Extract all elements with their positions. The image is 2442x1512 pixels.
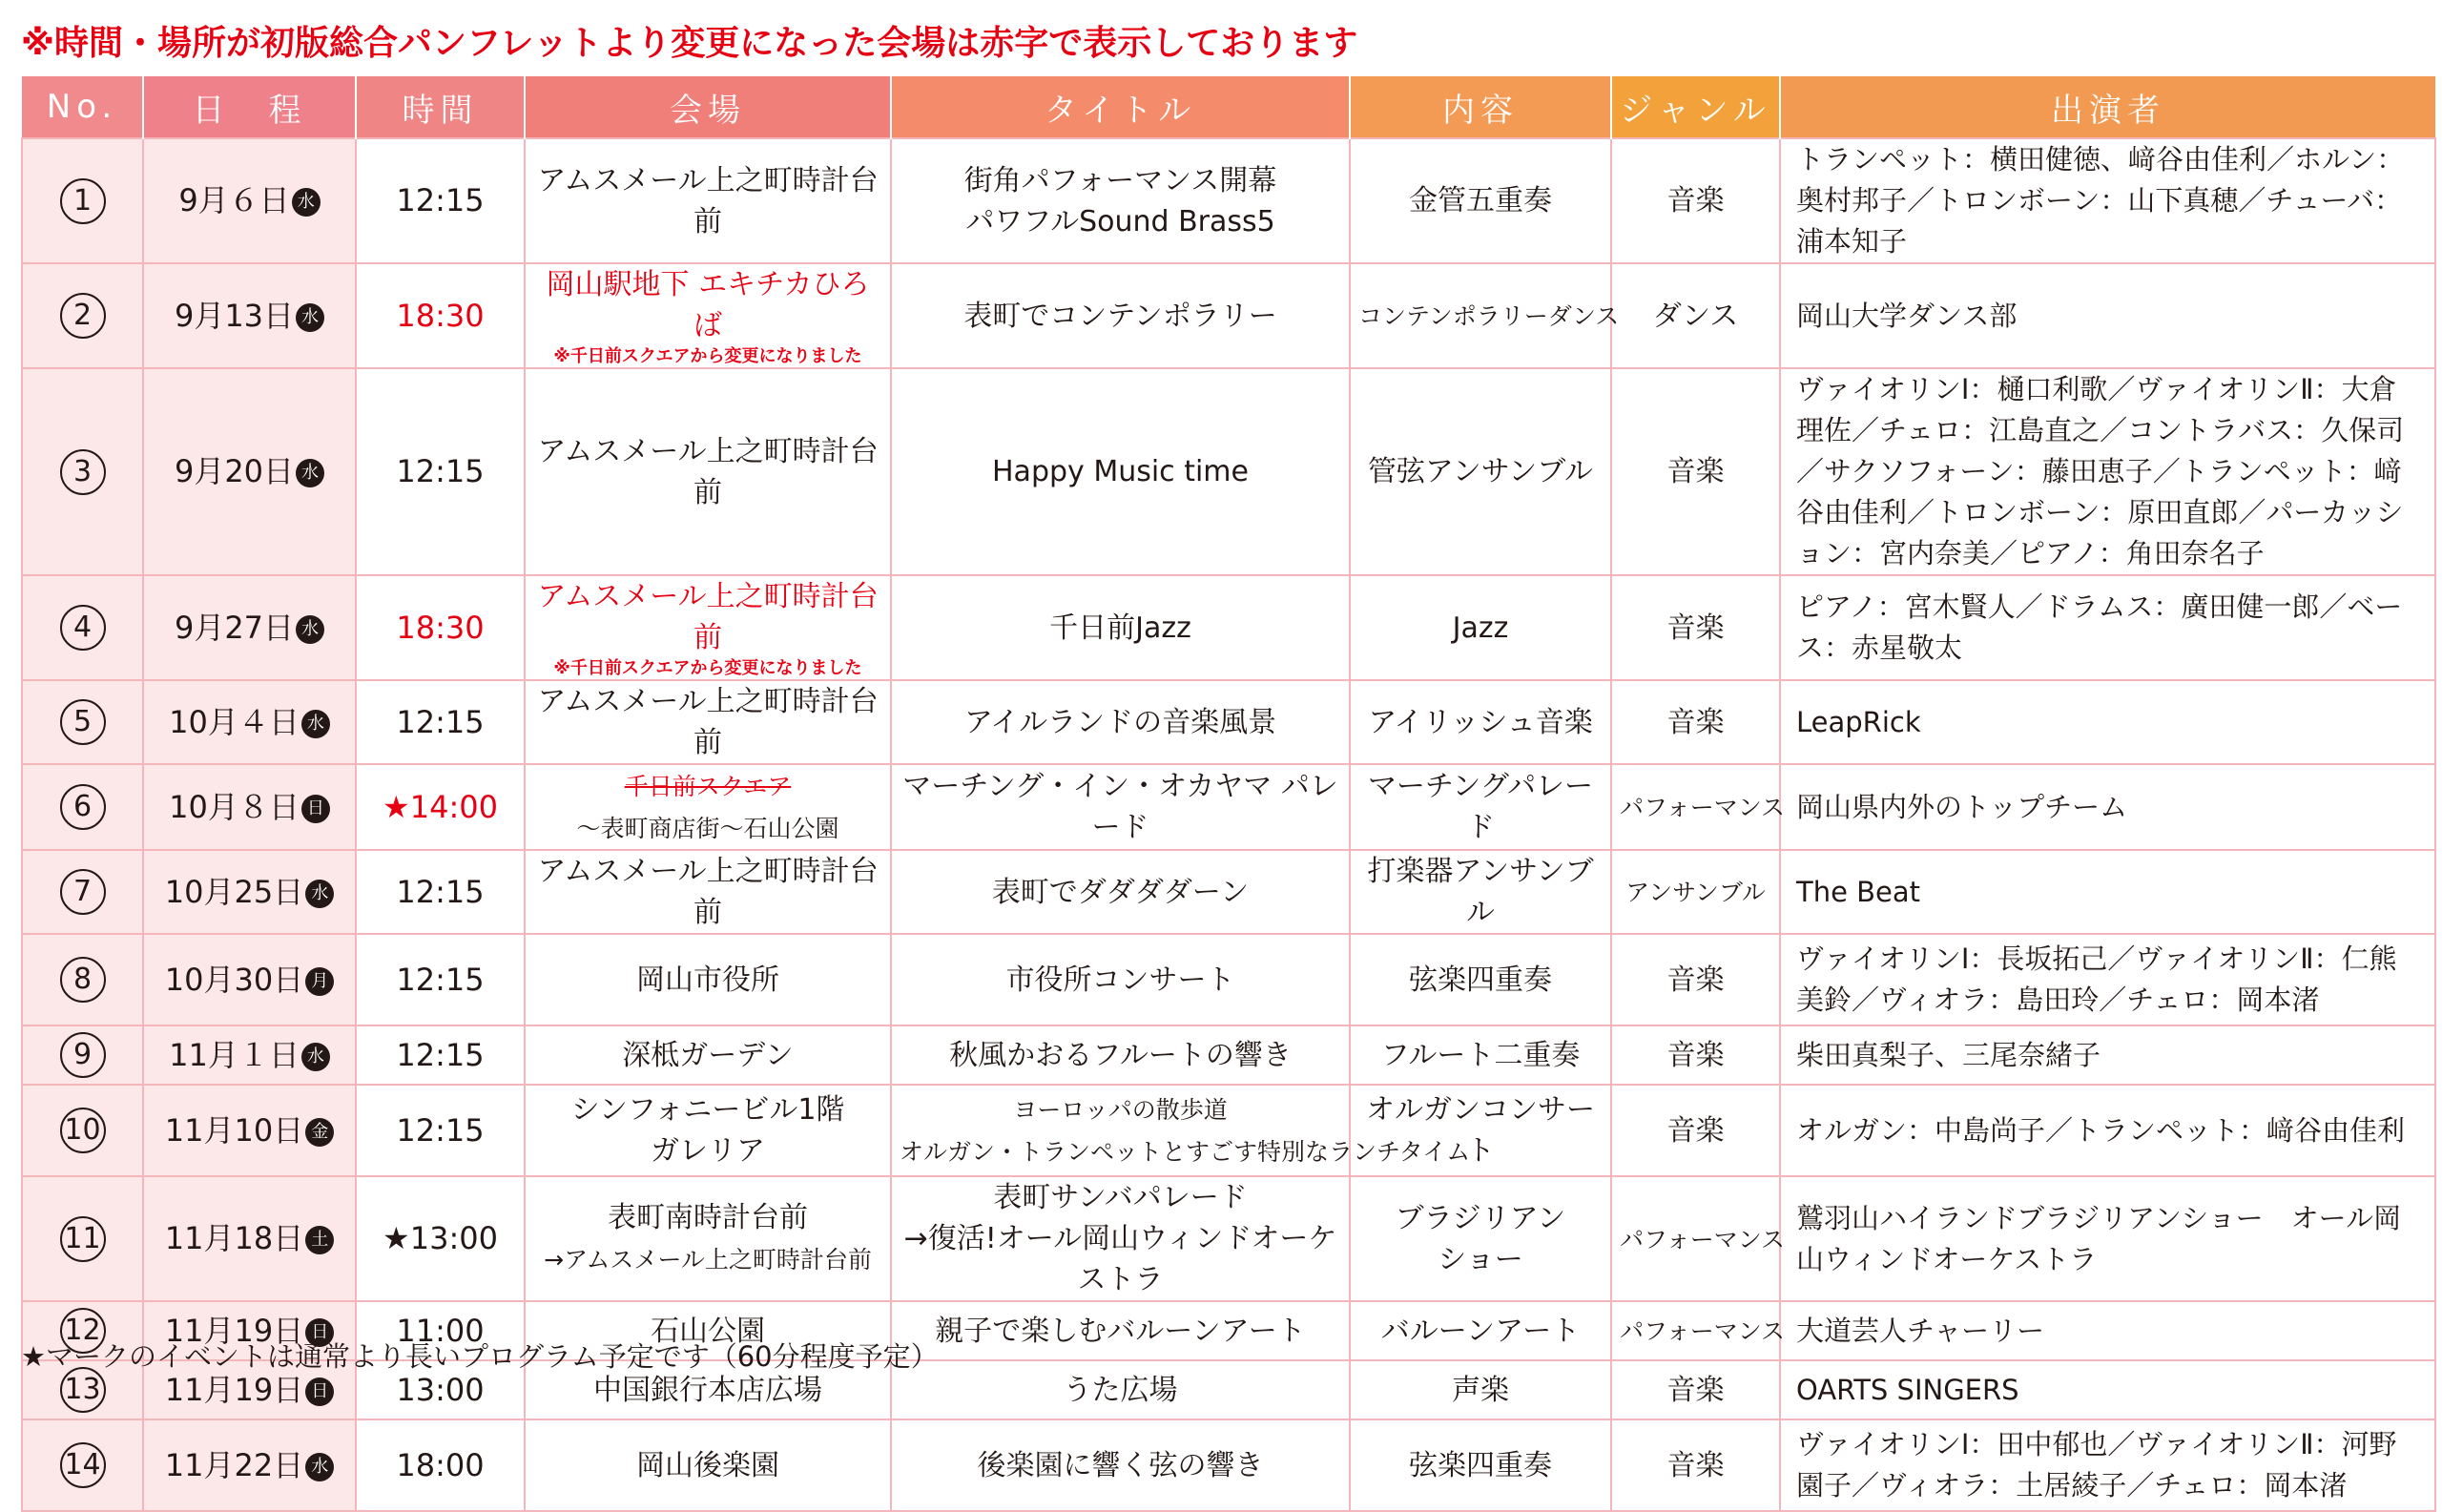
title-cell xyxy=(891,138,1350,263)
performers: トランペット：横田健徳、﨑谷由佳利／ホルン：奥村邦子／トロンボーン：山下真穂／チューバ：浦本知子 xyxy=(1796,143,2405,258)
venue-cell xyxy=(525,1176,891,1301)
content-type: 声楽 xyxy=(1452,1373,1509,1407)
table-row xyxy=(22,1176,2435,1301)
table-row xyxy=(22,575,2435,680)
day-of-week-badge: 水 xyxy=(301,710,330,738)
genre-cell xyxy=(1611,680,1780,764)
performers: オルガン：中島尚子／トランペット：﨑谷由佳利 xyxy=(1796,1113,2406,1147)
table-row xyxy=(22,1419,2435,1511)
venue-cell xyxy=(525,850,891,934)
day-of-week-badge: 水 xyxy=(296,615,324,644)
event-date: 11月18日 xyxy=(164,1220,304,1256)
venue-cell xyxy=(525,368,891,575)
row-number-cell xyxy=(22,850,143,934)
content-type: 弦楽四重奏 xyxy=(1409,963,1552,997)
date-cell xyxy=(143,850,356,934)
row-number: 6 xyxy=(60,784,106,830)
event-date: 11月19日 xyxy=(164,1371,304,1408)
event-time: 11:00 xyxy=(396,1312,485,1349)
genre: 音楽 xyxy=(1666,184,1725,217)
performers: ヴァイオリンⅠ：樋口利歌／ヴァイオリンⅡ：大倉理佐／チェロ：江島直之／コントラバス：久保司／サクソフォーン：藤田恵子／トランペット：﨑谷由佳利／トロンボーン：原田直郎／パーカッション：宮内奈美／ピアノ：角田奈名子 xyxy=(1796,373,2405,570)
header-genre: ジャンル xyxy=(1611,76,1780,138)
content-cell xyxy=(1350,934,1611,1025)
content-cell xyxy=(1350,1176,1611,1301)
venue-cell xyxy=(525,1025,891,1085)
venue-name: アムスメール上之町時計台前 xyxy=(537,685,879,759)
performers: ピアノ：宮木賢人／ドラムス：廣田健一郎／ベース：赤星敬太 xyxy=(1796,590,2403,664)
schedule-table xyxy=(21,76,2436,1512)
row-number-cell xyxy=(22,934,143,1025)
event-date: 9月６日 xyxy=(178,182,290,218)
title-cell xyxy=(891,1419,1350,1511)
title-line: ヨーロッパの散歩道 xyxy=(1013,1096,1228,1124)
time-cell xyxy=(356,764,525,850)
change-notice: ※時間・場所が初版総合パンフレットより変更になった会場は赤字で表示しております xyxy=(21,24,1358,63)
table-row xyxy=(22,138,2435,263)
venue-cell xyxy=(525,138,891,263)
header-venue: 会場 xyxy=(525,76,891,138)
title-line: オルガン・トランペットとすごす特別なランチタイム xyxy=(900,1138,1471,1166)
date-cell xyxy=(143,263,356,368)
row-number: 11 xyxy=(60,1216,106,1262)
genre: アンサンブル xyxy=(1625,879,1766,906)
header-content: 内容 xyxy=(1350,76,1611,138)
performers: OARTS SINGERS xyxy=(1796,1373,2019,1406)
genre-cell xyxy=(1611,1176,1786,1301)
content-type: バルーンアート xyxy=(1380,1314,1581,1348)
schedule-body xyxy=(22,138,2435,1511)
time-cell xyxy=(356,263,525,368)
content-cell xyxy=(1350,850,1611,934)
content-cell xyxy=(1350,1025,1611,1085)
venue-cell xyxy=(525,575,891,680)
venue-cell xyxy=(525,680,891,764)
venue-cell xyxy=(525,934,891,1025)
content-cell xyxy=(1350,1419,1611,1511)
title-line: Happy Music time xyxy=(992,455,1249,488)
date-cell xyxy=(143,1025,356,1085)
title-line: うた広場 xyxy=(1063,1373,1178,1407)
venue-line: ガレリア xyxy=(651,1134,765,1168)
performers: 大道芸人チャーリー xyxy=(1796,1314,2045,1347)
title-line: 親子で楽しむバルーンアート xyxy=(935,1314,1306,1348)
date-cell xyxy=(143,1419,356,1511)
content-line: ショー xyxy=(1438,1242,1523,1276)
genre: 音楽 xyxy=(1666,611,1725,645)
table-row xyxy=(22,680,2435,764)
content-cell xyxy=(1350,138,1611,263)
title-line: 表町でダダダダーン xyxy=(991,875,1250,909)
event-time: 12:15 xyxy=(396,182,485,218)
venue-line: シンフォニービル1階 xyxy=(570,1093,845,1127)
row-number: 13 xyxy=(60,1367,106,1413)
genre-cell xyxy=(1611,368,1780,575)
content-cell xyxy=(1350,1301,1611,1360)
event-time: 18:30 xyxy=(396,609,485,646)
performer-cell xyxy=(1780,764,2435,850)
time-cell xyxy=(356,1419,525,1511)
content-type: Jazz xyxy=(1452,611,1509,645)
table-row xyxy=(22,934,2435,1025)
event-time: 18:30 xyxy=(396,297,485,334)
performer-cell xyxy=(1780,1301,2435,1360)
venue-name: ～表町商店街～石山公園 xyxy=(576,815,839,842)
genre-cell xyxy=(1611,1360,1780,1419)
event-date: 9月27日 xyxy=(174,609,295,646)
table-row xyxy=(22,764,2435,850)
venue-line: →アムスメール上之町時計台前 xyxy=(544,1246,872,1274)
row-number: 14 xyxy=(60,1442,106,1488)
venue-name: 中国銀行本店広場 xyxy=(593,1373,822,1407)
venue-line: 表町南時計台前 xyxy=(608,1201,808,1234)
content-type: コンテンポラリーダンス xyxy=(1358,302,1620,330)
event-date: 11月19日 xyxy=(164,1312,304,1349)
performer-cell xyxy=(1780,138,2435,263)
table-row xyxy=(22,1025,2435,1085)
time-cell xyxy=(356,1085,525,1176)
event-time: ★13:00 xyxy=(383,1220,498,1256)
event-time: ★14:00 xyxy=(383,788,498,825)
title-line: →復活!オール岡山ウィンドオーケストラ xyxy=(903,1222,1337,1296)
venue-name: アムスメール上之町時計台前 xyxy=(537,580,879,654)
title-line: 市役所コンサート xyxy=(1005,963,1235,997)
content-type: オルガンコンサート xyxy=(1366,1093,1595,1168)
date-cell xyxy=(143,1085,356,1176)
day-of-week-badge: 水 xyxy=(296,459,324,487)
genre-cell xyxy=(1611,263,1780,368)
event-date: 10月４日 xyxy=(169,703,300,740)
event-time: 12:15 xyxy=(396,1111,485,1149)
content-type: アイリッシュ音楽 xyxy=(1368,705,1593,739)
time-cell xyxy=(356,1025,525,1085)
table-row xyxy=(22,368,2435,575)
content-cell xyxy=(1350,263,1620,368)
time-cell xyxy=(356,850,525,934)
row-number-cell xyxy=(22,1085,143,1176)
date-cell xyxy=(143,1176,356,1301)
row-number: 4 xyxy=(60,605,106,651)
row-number-cell xyxy=(22,764,143,850)
day-of-week-badge: 土 xyxy=(305,1226,334,1254)
content-type: 金管五重奏 xyxy=(1409,184,1552,217)
header-row xyxy=(22,76,2435,138)
time-cell xyxy=(356,680,525,764)
row-number: 2 xyxy=(60,293,106,339)
event-date: 9月20日 xyxy=(174,453,295,489)
title-line: アイルランドの音楽風景 xyxy=(963,705,1277,739)
venue-cell xyxy=(525,1419,891,1511)
performers: LeapRick xyxy=(1796,705,1921,738)
venue-name: 深柢ガーデン xyxy=(622,1038,794,1072)
row-number-cell xyxy=(22,1419,143,1511)
day-of-week-badge: 水 xyxy=(305,880,334,908)
time-cell xyxy=(356,1176,525,1301)
performer-cell xyxy=(1780,1419,2435,1511)
event-date: 10月30日 xyxy=(164,961,304,998)
performer-cell xyxy=(1780,934,2435,1025)
genre: 音楽 xyxy=(1666,1113,1725,1148)
row-number-cell xyxy=(22,263,143,368)
content-cell xyxy=(1350,1360,1611,1419)
title-cell xyxy=(891,1301,1350,1360)
header-time: 時間 xyxy=(356,76,525,138)
event-date: 10月８日 xyxy=(169,788,300,825)
row-number: 3 xyxy=(60,449,106,495)
performer-cell xyxy=(1780,263,2435,368)
genre: 音楽 xyxy=(1666,1448,1725,1482)
genre-cell xyxy=(1611,1085,1780,1176)
venue-old: 千日前スクエア xyxy=(624,773,792,800)
genre-cell xyxy=(1611,764,1786,850)
genre-cell xyxy=(1611,850,1780,934)
row-number-cell xyxy=(22,1176,143,1301)
genre-cell xyxy=(1611,575,1780,680)
title-cell xyxy=(891,1025,1350,1085)
day-of-week-badge: 日 xyxy=(305,1377,334,1406)
title-cell xyxy=(891,368,1350,575)
venue-name: 石山公園 xyxy=(651,1314,765,1348)
title-line: 秋風かおるフルートの響き xyxy=(949,1038,1292,1072)
event-date: 11月10日 xyxy=(164,1111,304,1149)
venue-name: 岡山後楽園 xyxy=(636,1448,779,1482)
venue-change-note: ※千日前スクエアから変更になりました xyxy=(553,346,862,366)
venue-name: アムスメール上之町時計台前 xyxy=(537,434,879,509)
venue-name: アムスメール上之町時計台前 xyxy=(537,855,879,929)
row-number: 7 xyxy=(60,869,106,915)
content-cell xyxy=(1350,680,1611,764)
day-of-week-badge: 水 xyxy=(292,188,321,217)
row-number: 9 xyxy=(60,1032,106,1078)
performer-cell xyxy=(1780,680,2435,764)
content-type: フルート二重奏 xyxy=(1380,1038,1581,1072)
performers: 柴田真梨子、三尾奈緒子 xyxy=(1796,1038,2101,1071)
header-performer: 出演者 xyxy=(1780,76,2435,138)
content-type: マーチングパレード xyxy=(1367,770,1594,844)
title-line: 後楽園に響く弦の響き xyxy=(977,1448,1264,1482)
title-cell xyxy=(891,764,1350,850)
venue-cell xyxy=(525,263,891,368)
event-time: 12:15 xyxy=(396,453,485,489)
event-time: 12:15 xyxy=(396,961,485,998)
genre: 音楽 xyxy=(1666,455,1725,488)
performer-cell xyxy=(1780,575,2435,680)
date-cell xyxy=(143,764,356,850)
event-time: 12:15 xyxy=(396,873,485,910)
genre-cell xyxy=(1611,138,1780,263)
title-line: パワフルSound Brass5 xyxy=(965,204,1275,238)
header-date: 日 程 xyxy=(143,76,356,138)
date-cell xyxy=(143,575,356,680)
genre: 音楽 xyxy=(1666,963,1725,997)
title-cell xyxy=(891,1176,1350,1301)
venue-change-note: ※千日前スクエアから変更になりました xyxy=(553,658,862,678)
title-line: 千日前Jazz xyxy=(1049,611,1191,645)
date-cell xyxy=(143,138,356,263)
content-type: 管弦アンサンブル xyxy=(1367,455,1594,488)
day-of-week-badge: 水 xyxy=(305,1453,334,1481)
table-row xyxy=(22,1085,2435,1176)
title-cell xyxy=(891,850,1350,934)
date-cell xyxy=(143,680,356,764)
row-number: 10 xyxy=(60,1108,106,1153)
table-row xyxy=(22,850,2435,934)
genre: 音楽 xyxy=(1666,705,1725,739)
day-of-week-badge: 水 xyxy=(296,303,324,332)
day-of-week-badge: 金 xyxy=(305,1118,334,1147)
time-cell xyxy=(356,368,525,575)
venue-cell xyxy=(525,1085,891,1176)
genre: ダンス xyxy=(1652,299,1739,333)
row-number-cell xyxy=(22,1025,143,1085)
event-time: 12:15 xyxy=(396,1036,485,1073)
content-type: 打楽器アンサンブル xyxy=(1367,855,1594,929)
event-time: 12:15 xyxy=(396,703,485,740)
title-cell xyxy=(891,575,1350,680)
performers: 岡山大学ダンス部 xyxy=(1796,299,2018,332)
title-line: マーチング・イン・オカヤマ パレード xyxy=(902,770,1338,844)
genre-cell xyxy=(1611,934,1780,1025)
genre: 音楽 xyxy=(1666,1038,1725,1072)
time-cell xyxy=(356,934,525,1025)
content-line: ブラジリアン xyxy=(1395,1201,1566,1235)
content-cell xyxy=(1350,764,1611,850)
row-number: 12 xyxy=(60,1308,106,1354)
genre-cell xyxy=(1611,1301,1786,1360)
event-date: 11月１日 xyxy=(169,1036,300,1073)
venue-cell xyxy=(525,764,891,850)
genre-cell xyxy=(1611,1419,1780,1511)
genre-cell xyxy=(1611,1025,1780,1085)
date-cell xyxy=(143,934,356,1025)
venue-name: 岡山市役所 xyxy=(636,963,779,997)
performers: 岡山県内外のトップチーム xyxy=(1796,790,2128,823)
row-number-cell xyxy=(22,575,143,680)
performer-cell xyxy=(1780,1025,2435,1085)
title-cell xyxy=(891,263,1350,368)
event-date: 9月13日 xyxy=(174,297,295,334)
performers: The Beat xyxy=(1796,875,1921,908)
title-cell xyxy=(891,934,1350,1025)
title-line: 表町でコンテンポラリー xyxy=(963,299,1277,333)
table-row xyxy=(22,263,2435,368)
header-no: No. xyxy=(22,76,143,138)
title-cell xyxy=(891,1360,1350,1419)
title-line: 街角パフォーマンス開幕 xyxy=(963,163,1277,197)
genre: パフォーマンス xyxy=(1620,794,1786,821)
performer-cell xyxy=(1780,1176,2435,1301)
genre: 音楽 xyxy=(1666,1373,1725,1407)
date-cell xyxy=(143,368,356,575)
title-line: 表町サンバパレード xyxy=(993,1181,1248,1214)
performers: ヴァイオリンⅠ：田中郁也／ヴァイオリンⅡ：河野園子／ヴィオラ：土居綾子／チェロ：岡本渚 xyxy=(1796,1428,2397,1502)
performer-cell xyxy=(1780,368,2435,575)
content-cell xyxy=(1350,368,1611,575)
title-cell xyxy=(891,680,1350,764)
performer-cell xyxy=(1780,850,2435,934)
performer-cell xyxy=(1780,1085,2435,1176)
performer-cell xyxy=(1780,1360,2435,1419)
genre: パフォーマンス xyxy=(1620,1317,1786,1345)
event-date: 10月25日 xyxy=(164,873,304,910)
performers: 鷲羽山ハイランドブラジリアンショー オール岡山ウィンドオーケストラ xyxy=(1796,1201,2402,1275)
day-of-week-badge: 日 xyxy=(305,1318,334,1347)
day-of-week-badge: 水 xyxy=(301,1043,330,1071)
time-cell xyxy=(356,138,525,263)
row-number-cell xyxy=(22,680,143,764)
time-cell xyxy=(356,575,525,680)
event-date: 11月22日 xyxy=(164,1446,304,1483)
venue-name: アムスメール上之町時計台前 xyxy=(537,163,879,238)
row-number-cell xyxy=(22,368,143,575)
day-of-week-badge: 月 xyxy=(305,967,334,996)
content-type: 弦楽四重奏 xyxy=(1409,1448,1552,1482)
day-of-week-badge: 日 xyxy=(301,795,330,823)
header-title: タイトル xyxy=(891,76,1350,138)
row-number: 5 xyxy=(60,699,106,745)
content-cell xyxy=(1350,575,1611,680)
genre: パフォーマンス xyxy=(1620,1225,1786,1253)
performers: ヴァイオリンⅠ：長坂拓己／ヴァイオリンⅡ：仁熊美鈴／ヴィオラ：島田玲／チェロ：岡本渚 xyxy=(1796,942,2397,1016)
event-time: 13:00 xyxy=(396,1371,485,1408)
row-number: 8 xyxy=(60,957,106,1003)
row-number-cell xyxy=(22,138,143,263)
venue-name: 岡山駅地下 エキチカひろば xyxy=(546,268,870,342)
row-number: 1 xyxy=(60,178,106,224)
event-time: 18:00 xyxy=(396,1446,485,1483)
footnote: ★マークのイベントは通常より長いプログラム予定です（60分程度予定） xyxy=(21,1340,939,1373)
title-cell xyxy=(891,1085,1471,1176)
